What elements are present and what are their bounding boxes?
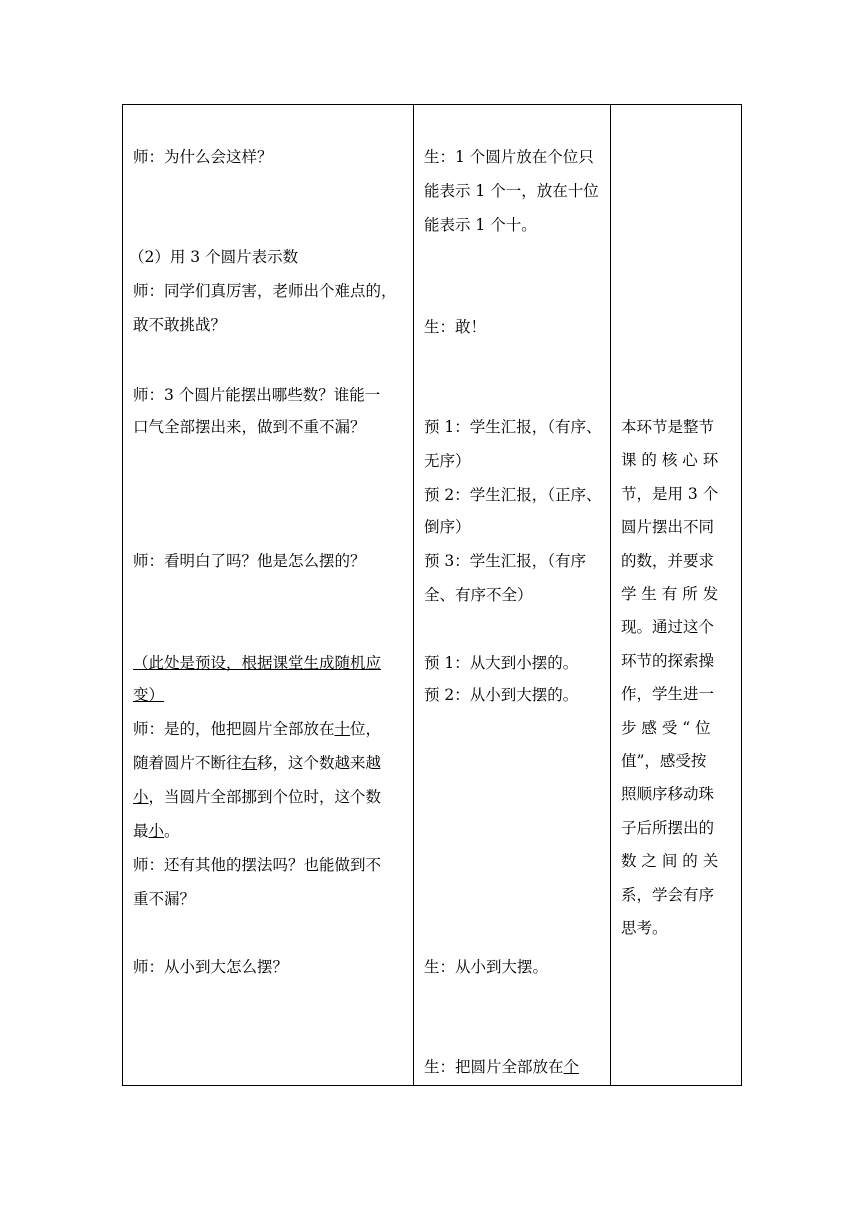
teacher-line: 师：还有其他的摆法吗？也能做到不 <box>133 856 382 874</box>
design-note-line: 值”，感受按 <box>621 752 707 770</box>
student-line: 全、有序不全） <box>424 586 533 604</box>
teacher-line: 小，当圆片全部挪到个位时，这个数 <box>133 788 382 806</box>
student-line: 能表示 1 个一，放在十位 <box>424 182 599 200</box>
student-line: 预 2：从小到大摆的。 <box>424 686 579 704</box>
teacher-line: 随着圆片不断往右移，这个数越来越 <box>133 754 382 772</box>
design-note-line: 数 之 间 的 关 <box>621 852 719 871</box>
student-line: 预 1：学生汇报，（有序、 <box>424 418 602 436</box>
student-line: 无序） <box>424 452 471 470</box>
teacher-line: 师：3 个圆片能摆出哪些数？谁能一 <box>133 386 381 404</box>
design-note-line: 子后所摆出的 <box>621 818 715 837</box>
design-note-line: 圆片摆出不同 <box>621 518 715 537</box>
preset-note: 变） <box>133 686 165 704</box>
design-notes-cell <box>611 105 742 1086</box>
design-note-line: 作，学生进一 <box>621 685 715 704</box>
design-note-line: 现。通过这个 <box>621 618 715 637</box>
preset-note: （此处是预设，根据课堂生成随机应 <box>133 654 382 672</box>
design-note-line: 环节的探索操 <box>621 651 715 670</box>
student-line: 预 3：学生汇报，（有序 <box>424 552 587 570</box>
student-line: 生：1 个圆片放在个位只 <box>424 148 594 166</box>
lesson-plan-table <box>122 104 742 1086</box>
student-line: 能表示 1 个十。 <box>424 216 537 234</box>
design-note-line: 思考。 <box>621 919 668 937</box>
teacher-line: 师：从小到大怎么摆？ <box>133 958 289 976</box>
teacher-line: 最小。 <box>133 822 180 840</box>
student-line: 生：把圆片全部放在个 <box>424 1058 580 1076</box>
design-note-line: 系，学会有序 <box>621 885 715 904</box>
student-line: 预 1：从大到小摆的。 <box>424 654 579 672</box>
student-line: 倒序） <box>424 518 471 536</box>
teacher-line: 口气全部摆出来，做到不重不漏？ <box>133 418 366 436</box>
design-note-line: 步 感 受 “ 位 <box>621 718 711 737</box>
design-note-line: 本环节是整节 <box>621 418 715 436</box>
student-line: 生：从小到大摆。 <box>424 958 549 976</box>
teacher-line: 师：是的，他把圆片全部放在十位， <box>133 720 382 738</box>
table-row <box>123 105 742 1086</box>
teacher-line: 师：为什么会这样？ <box>133 148 273 166</box>
design-note-line: 照顺序移动珠 <box>621 785 715 804</box>
design-note-line: 学 生 有 所 发 <box>621 585 719 603</box>
section-heading: （2）用 3 个圆片表示数 <box>129 248 299 266</box>
student-line: 预 2：学生汇报，（正序、 <box>424 486 602 504</box>
design-note-line: 课 的 核 心 环 <box>621 451 719 470</box>
student-activity-cell <box>414 105 611 1086</box>
teacher-line: 师：看明白了吗？他是怎么摆的？ <box>133 552 366 570</box>
design-note-line: 的数，并要求 <box>621 551 715 570</box>
teacher-line: 敢不敢挑战？ <box>133 316 227 334</box>
student-line: 生：敢！ <box>424 318 487 336</box>
design-note-line: 节，是用 3 个 <box>621 484 719 503</box>
teacher-activity-cell <box>123 105 414 1086</box>
teacher-line: 重不漏？ <box>133 890 196 908</box>
teacher-line: 师：同学们真厉害，老师出个难点的， <box>133 282 397 300</box>
